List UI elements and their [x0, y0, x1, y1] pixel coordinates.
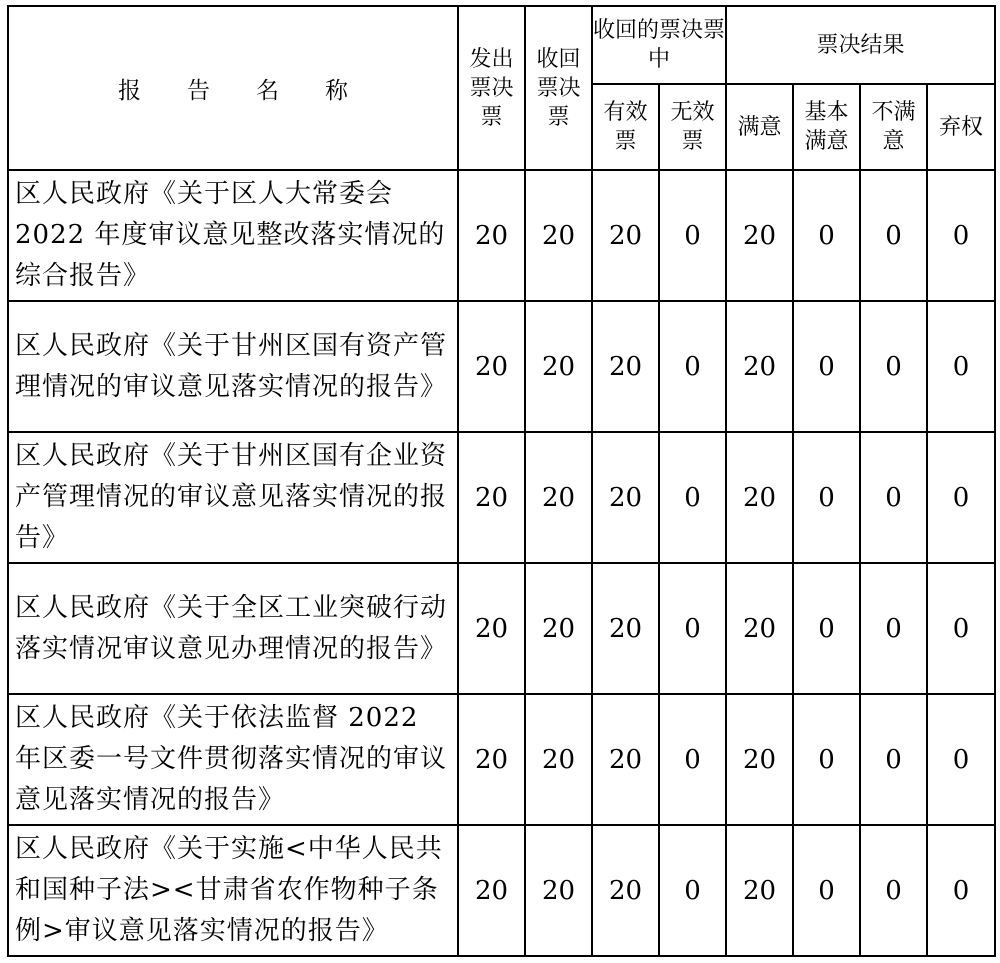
invalid-cell: 0: [659, 301, 726, 432]
report-name-cell: 区人民政府《关于甘州区国有资产管理情况的审议意见落实情况的报告》: [8, 301, 458, 432]
abstain-cell: 0: [927, 825, 995, 956]
abstain-cell: 0: [927, 694, 995, 825]
report-name-cell: 区人民政府《关于甘州区国有企业资产管理情况的审议意见落实情况的报告》: [8, 432, 458, 563]
header-basically-satisfied: 基本满意: [793, 84, 860, 170]
abstain-cell: 0: [927, 432, 995, 563]
vote-result-table: [7, 5, 996, 957]
abstain-cell: 0: [927, 563, 995, 694]
invalid-cell: 0: [659, 432, 726, 563]
header-abstain: 弃权: [927, 84, 995, 170]
satisfied-cell: 20: [726, 432, 793, 563]
table-row: [8, 825, 995, 956]
table-row: [8, 170, 995, 301]
invalid-cell: 0: [659, 694, 726, 825]
header-returned-among: 收回的票决票中: [592, 6, 726, 84]
header-returned: 收回票决票: [525, 6, 592, 170]
basically-satisfied-cell: 0: [793, 432, 860, 563]
table-row: [8, 563, 995, 694]
valid-cell: 20: [592, 694, 659, 825]
report-name-cell: 区人民政府《关于区人大常委会2022 年度审议意见整改落实情况的综合报告》: [8, 170, 458, 301]
header-invalid: 无效票: [659, 84, 726, 170]
returned-cell: 20: [525, 432, 592, 563]
basically-satisfied-cell: 0: [793, 170, 860, 301]
unsatisfied-cell: 0: [860, 432, 927, 563]
issued-cell: 20: [458, 694, 525, 825]
issued-cell: 20: [458, 563, 525, 694]
unsatisfied-cell: 0: [860, 301, 927, 432]
valid-cell: 20: [592, 563, 659, 694]
abstain-cell: 0: [927, 301, 995, 432]
header-valid: 有效票: [592, 84, 659, 170]
header-satisfied: 满意: [726, 84, 793, 170]
report-name-cell: 区人民政府《关于依法监督 2022 年区委一号文件贯彻落实情况的审议意见落实情况的报告》: [8, 694, 458, 825]
report-name-cell: 区人民政府《关于实施<中华人民共和国种子法><甘肃省农作物种子条例>审议意见落实情况的报告》: [8, 825, 458, 956]
valid-cell: 20: [592, 170, 659, 301]
header-row-1: [8, 6, 995, 84]
unsatisfied-cell: 0: [860, 170, 927, 301]
issued-cell: 20: [458, 825, 525, 956]
header-result: 票决结果: [726, 6, 995, 84]
basically-satisfied-cell: 0: [793, 825, 860, 956]
satisfied-cell: 20: [726, 694, 793, 825]
returned-cell: 20: [525, 825, 592, 956]
report-name-cell: 区人民政府《关于全区工业突破行动落实情况审议意见办理情况的报告》: [8, 563, 458, 694]
unsatisfied-cell: 0: [860, 563, 927, 694]
issued-cell: 20: [458, 170, 525, 301]
header-report-name: 报告名称: [8, 6, 458, 170]
invalid-cell: 0: [659, 825, 726, 956]
invalid-cell: 0: [659, 170, 726, 301]
satisfied-cell: 20: [726, 170, 793, 301]
basically-satisfied-cell: 0: [793, 694, 860, 825]
header-unsatisfied: 不满意: [860, 84, 927, 170]
table-row: [8, 432, 995, 563]
unsatisfied-cell: 0: [860, 694, 927, 825]
issued-cell: 20: [458, 432, 525, 563]
returned-cell: 20: [525, 694, 592, 825]
satisfied-cell: 20: [726, 825, 793, 956]
satisfied-cell: 20: [726, 301, 793, 432]
valid-cell: 20: [592, 432, 659, 563]
valid-cell: 20: [592, 825, 659, 956]
valid-cell: 20: [592, 301, 659, 432]
basically-satisfied-cell: 0: [793, 301, 860, 432]
unsatisfied-cell: 0: [860, 825, 927, 956]
satisfied-cell: 20: [726, 563, 793, 694]
returned-cell: 20: [525, 563, 592, 694]
basically-satisfied-cell: 0: [793, 563, 860, 694]
returned-cell: 20: [525, 301, 592, 432]
issued-cell: 20: [458, 301, 525, 432]
abstain-cell: 0: [927, 170, 995, 301]
table-row: [8, 301, 995, 432]
header-issued: 发出票决票: [458, 6, 525, 170]
returned-cell: 20: [525, 170, 592, 301]
table-row: [8, 694, 995, 825]
invalid-cell: 0: [659, 563, 726, 694]
